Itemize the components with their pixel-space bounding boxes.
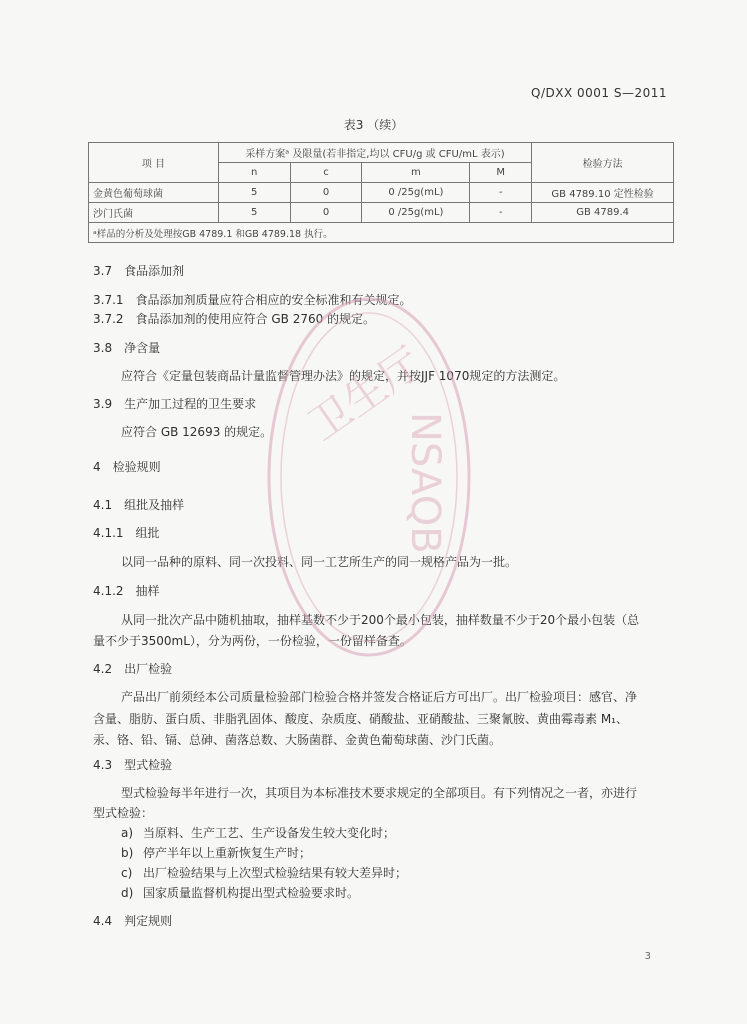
section-title: 判定规则 bbox=[124, 914, 173, 928]
clause-text: 食品添加剂的使用应符合 GB 2760 的规定。 bbox=[135, 312, 376, 326]
clause-number: 3.7.1 bbox=[93, 293, 124, 307]
row-method: GB 4789.4 bbox=[532, 203, 674, 223]
section-number: 3.7 bbox=[93, 264, 113, 278]
chapter-4-heading bbox=[93, 458, 161, 475]
section-number: 4.4 bbox=[93, 914, 113, 928]
section-3-7-heading bbox=[93, 262, 184, 279]
row-m: 0 /25g(mL) bbox=[362, 203, 470, 223]
list-item bbox=[121, 884, 359, 901]
section-4-2-text-line1: 产品出厂前须经本公司质量检验部门检验合格并签发合格证后方可出厂。出厂检验项目：感官、净 bbox=[121, 690, 638, 704]
section-number: 4 bbox=[93, 460, 101, 474]
row-n: 5 bbox=[218, 203, 290, 223]
list-item bbox=[121, 844, 311, 861]
header-method: 检验方法 bbox=[532, 143, 674, 183]
section-title: 组批及抽样 bbox=[124, 498, 185, 512]
row-item: 金黄色葡萄球菌 bbox=[89, 183, 219, 203]
subheader-c: c bbox=[290, 163, 362, 183]
section-4-1-1-heading bbox=[93, 524, 160, 541]
section-4-1-2-text-line1: 从同一批次产品中随机抽取，抽样基数不少于200个最小包装，抽样数量不少于20个最小包装（总 bbox=[121, 613, 640, 627]
section-number: 4.1 bbox=[93, 498, 113, 512]
list-marker: a) bbox=[121, 826, 134, 840]
table-note-row bbox=[89, 223, 674, 243]
section-4-1-2-heading bbox=[93, 582, 160, 599]
section-4-3-heading bbox=[93, 756, 172, 773]
table-row bbox=[89, 183, 674, 203]
header-item: 项 目 bbox=[89, 143, 219, 183]
list-marker: b) bbox=[121, 846, 134, 860]
row-n: 5 bbox=[218, 183, 290, 203]
section-number: 4.3 bbox=[93, 758, 113, 772]
section-3-9-text: 应符合 GB 12693 的规定。 bbox=[121, 425, 273, 439]
table-caption: 表3 （续） bbox=[343, 118, 404, 132]
section-4-2-heading bbox=[93, 660, 172, 677]
registration-seal-stamp bbox=[262, 292, 476, 662]
section-4-3-text-line1: 型式检验每半年进行一次，其项目为本标准技术要求规定的全部项目。有下列情况之一者，亦进行 bbox=[121, 786, 638, 800]
section-4-1-2-text-line2: 量不少于3500mL），分为两份，一份检验，一份留样备查。 bbox=[93, 634, 412, 648]
svg-text:卫生厅: 卫生厅 bbox=[299, 337, 431, 451]
row-m: 0 /25g(mL) bbox=[362, 183, 470, 203]
row-method: GB 4789.10 定性检验 bbox=[532, 183, 674, 203]
section-title: 组批 bbox=[135, 526, 160, 540]
section-title: 抽样 bbox=[135, 584, 160, 598]
section-title: 检验规则 bbox=[112, 460, 161, 474]
list-text: 停产半年以上重新恢复生产时； bbox=[143, 846, 312, 860]
section-title: 食品添加剂 bbox=[124, 264, 185, 278]
section-4-1-heading bbox=[93, 496, 184, 513]
list-marker: c) bbox=[121, 866, 133, 880]
section-4-2-text-line3: 汞、铬、铅、镉、总砷、菌落总数、大肠菌群、金黄色葡萄球菌、沙门氏菌。 bbox=[93, 733, 502, 747]
standard-code: Q/DXX 0001 S—2011 bbox=[531, 86, 667, 100]
section-3-9-heading bbox=[93, 395, 256, 412]
section-number: 4.1.1 bbox=[93, 526, 124, 540]
section-title: 生产加工过程的卫生要求 bbox=[124, 397, 257, 411]
section-title: 出厂检验 bbox=[124, 662, 173, 676]
section-4-4-heading bbox=[93, 912, 172, 929]
page-number: 3 bbox=[644, 951, 651, 962]
clause-number: 3.7.2 bbox=[93, 312, 124, 326]
list-item bbox=[121, 864, 407, 881]
row-c: 0 bbox=[290, 203, 362, 223]
list-text: 国家质量监督机构提出型式检验要求时。 bbox=[143, 886, 360, 900]
section-3-8-text: 应符合《定量包装商品计量监督管理办法》的规定，并按JJF 1070规定的方法测定。 bbox=[121, 369, 566, 383]
section-3-8-heading bbox=[93, 339, 160, 356]
table-note: ᵃ样品的分析及处理按GB 4789.1 和GB 4789.18 执行。 bbox=[89, 223, 674, 243]
section-number: 4.1.2 bbox=[93, 584, 124, 598]
section-title: 型式检验 bbox=[124, 758, 173, 772]
row-item: 沙门氏菌 bbox=[89, 203, 219, 223]
microbiology-table bbox=[88, 142, 674, 243]
clause-3-7-1 bbox=[93, 291, 412, 308]
table-row bbox=[89, 203, 674, 223]
section-number: 4.2 bbox=[93, 662, 113, 676]
row-c: 0 bbox=[290, 183, 362, 203]
header-sampling: 采样方案ᵃ 及限量(若非指定,均以 CFU/g 或 CFU/mL 表示) bbox=[218, 143, 531, 163]
list-marker: d) bbox=[121, 886, 134, 900]
subheader-M: M bbox=[470, 163, 532, 183]
clause-3-7-2 bbox=[93, 310, 375, 327]
subheader-n: n bbox=[218, 163, 290, 183]
list-text: 出厂检验结果与上次型式检验结果有较大差异时； bbox=[143, 866, 408, 880]
section-number: 3.8 bbox=[93, 341, 113, 355]
table-header-row bbox=[89, 143, 674, 163]
section-title: 净含量 bbox=[124, 341, 161, 355]
list-text: 当原料、生产工艺、生产设备发生较大变化时； bbox=[143, 826, 396, 840]
clause-text: 食品添加剂质量应符合相应的安全标准和有关规定。 bbox=[135, 293, 412, 307]
row-M: - bbox=[470, 183, 532, 203]
svg-text:NSAQB: NSAQB bbox=[402, 412, 448, 554]
row-M: - bbox=[470, 203, 532, 223]
section-4-2-text-line2: 含量、脂肪、蛋白质、非脂乳固体、酸度、杂质度、硝酸盐、亚硝酸盐、三聚氰胺、黄曲霉毒素 M₁、 bbox=[93, 712, 628, 726]
subheader-m: m bbox=[362, 163, 470, 183]
section-4-1-1-text: 以同一品种的原料、同一次投料、同一工艺所生产的同一规格产品为一批。 bbox=[121, 555, 518, 569]
section-4-3-text-line2: 型式检验： bbox=[93, 806, 154, 820]
section-number: 3.9 bbox=[93, 397, 113, 411]
list-item bbox=[121, 824, 395, 841]
